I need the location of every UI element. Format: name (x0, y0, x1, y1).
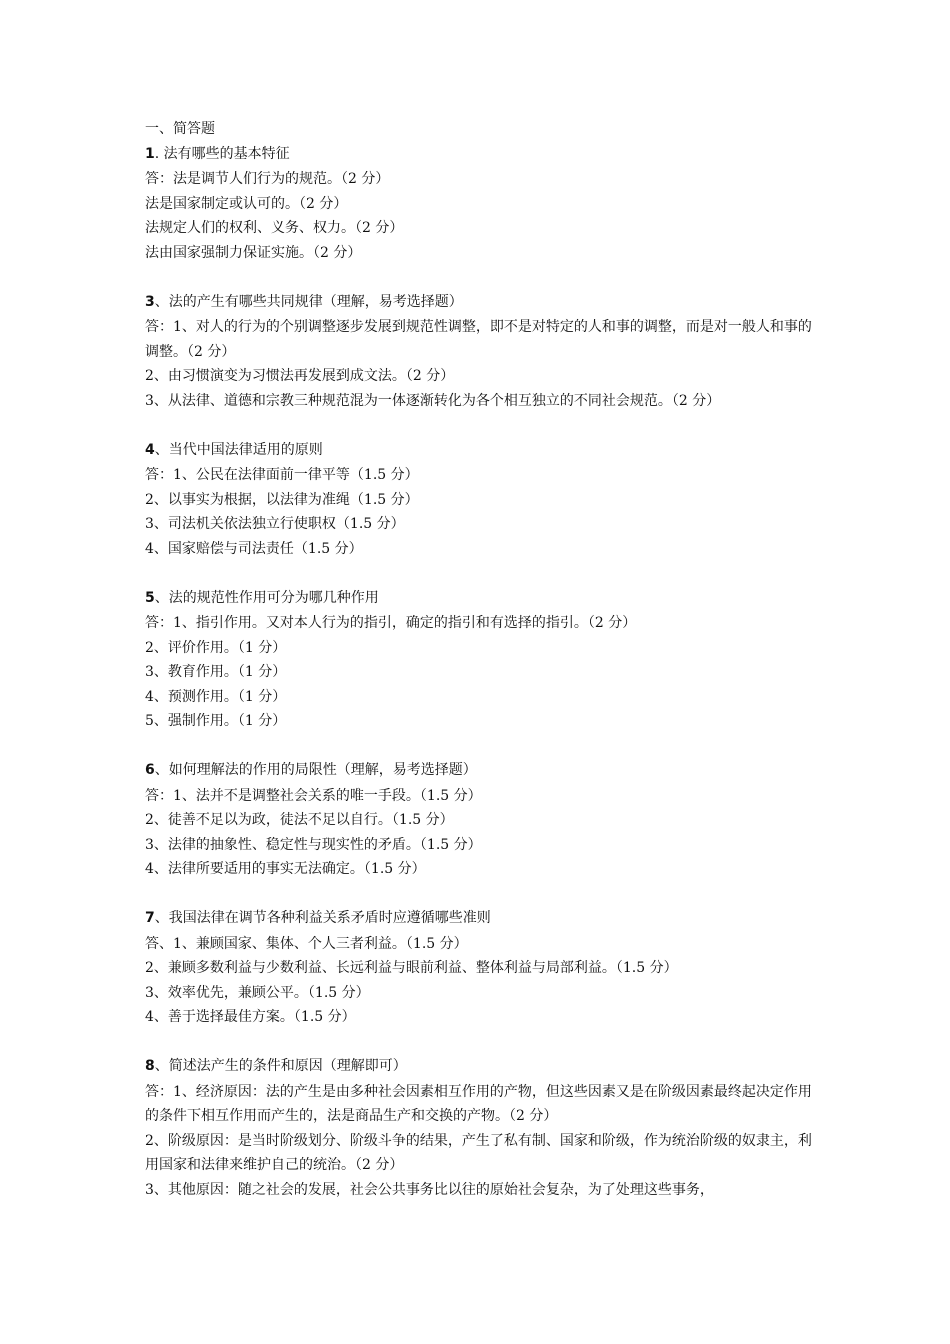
question-7 (145, 906, 817, 1030)
question-number: 1 (145, 145, 155, 162)
question-title (145, 906, 817, 931)
question-number: 3 (145, 293, 155, 310)
question-number: 8 (145, 1058, 155, 1074)
answer-line: 2、以事实为根据，以法律为准绳（1.5 分） (145, 491, 419, 508)
question-4 (145, 438, 817, 562)
question-number: 6 (145, 762, 155, 779)
question-5 (145, 586, 817, 735)
answer-line: 2、徒善不足以为政，徒法不足以自行。（1.5 分） (145, 812, 454, 829)
question-text: 、当代中国法律适用的原则 (154, 441, 323, 458)
question-number: 7 (145, 910, 155, 927)
answer-line: 答：1、对人的行为的个别调整逐步发展到规范性调整，即不是对特定的人和事的调整，而是对一般人和事的调整。（2 分） (145, 319, 812, 360)
question-title (145, 290, 817, 315)
answer-line: 3、其他原因：随之社会的发展，社会公共事务比以往的原始社会复杂，为了处理这些事务， (145, 1181, 714, 1198)
question-number: 5 (145, 589, 155, 606)
answer-line: 法由国家强制力保证实施。（2 分） (145, 244, 362, 261)
question-title (145, 758, 817, 783)
question-number: 4 (145, 441, 155, 458)
answer-line: 3、教育作用。（1 分） (145, 664, 287, 681)
question-text: 、法的规范性作用可分为哪几种作用 (154, 589, 379, 606)
answer-line: 3、司法机关依法独立行使职权（1.5 分） (145, 516, 405, 533)
answer-line: 4、善于选择最佳方案。（1.5 分） (145, 1009, 356, 1026)
question-3 (145, 290, 817, 414)
question-title (145, 142, 817, 167)
answer-line: 答：法是调节人们行为的规范。（2 分） (145, 171, 390, 188)
question-text: 、简述法产生的条件和原因（理解即可） (154, 1058, 407, 1074)
answer-line: 法规定人们的权利、义务、权力。（2 分） (145, 220, 404, 237)
question-6 (145, 758, 817, 882)
answer-line: 2、评价作用。（1 分） (145, 639, 287, 656)
answer-line: 答、1、兼顾国家、集体、个人三者利益。（1.5 分） (145, 935, 468, 952)
document-page (145, 117, 817, 1203)
answer-line: 5、强制作用。（1 分） (145, 713, 287, 730)
question-text: . 法有哪些的基本特征 (154, 145, 290, 162)
answer-line: 答：1、公民在法律面前一律平等（1.5 分） (145, 467, 419, 484)
question-8 (145, 1054, 817, 1203)
section-title: 一、简答题 (145, 121, 215, 137)
answer-line: 4、预测作用。（1 分） (145, 688, 287, 705)
answer-line: 答：1、法并不是调整社会关系的唯一手段。（1.5 分） (145, 787, 482, 804)
question-title (145, 1054, 817, 1079)
answer-line: 3、效率优先，兼顾公平。（1.5 分） (145, 984, 370, 1001)
answer-line: 法是国家制定或认可的。（2 分） (145, 195, 348, 212)
answer-line: 4、国家赔偿与司法责任（1.5 分） (145, 540, 363, 557)
answer-line: 3、法律的抽象性、稳定性与现实性的矛盾。（1.5 分） (145, 836, 482, 853)
question-text: 、我国法律在调节各种利益关系矛盾时应遵循哪些准则 (154, 910, 491, 927)
answer-line: 3、从法律、道德和宗教三种规范混为一体逐渐转化为各个相互独立的不同社会规范。（2 分） (145, 392, 721, 409)
answer-line: 2、由习惯演变为习惯法再发展到成文法。（2 分） (145, 368, 455, 385)
answer-line: 2、阶级原因：是当时阶级划分、阶级斗争的结果，产生了私有制、国家和阶级，作为统治阶级的奴隶主，利用国家和法律来维护自己的统治。（2 分） (145, 1132, 812, 1174)
answer-line: 2、兼顾多数利益与少数利益、长远利益与眼前利益、整体利益与局部利益。（1.5 分） (145, 960, 678, 977)
question-text: 、法的产生有哪些共同规律（理解，易考选择题） (154, 293, 463, 310)
question-1 (145, 142, 817, 266)
answer-line: 答：1、指引作用。又对本人行为的指引，确定的指引和有选择的指引。（2 分） (145, 615, 637, 632)
answer-line: 答：1、经济原因：法的产生是由多种社会因素相互作用的产物，但这些因素又是在阶级因素最终起决定作用的条件下相互作用而产生的，法是商品生产和交换的产物。（2 分） (145, 1083, 812, 1125)
question-text: 、如何理解法的作用的局限性（理解，易考选择题） (154, 762, 477, 779)
question-title (145, 438, 817, 463)
question-title (145, 586, 817, 611)
answer-line: 4、法律所要适用的事实无法确定。（1.5 分） (145, 861, 426, 878)
